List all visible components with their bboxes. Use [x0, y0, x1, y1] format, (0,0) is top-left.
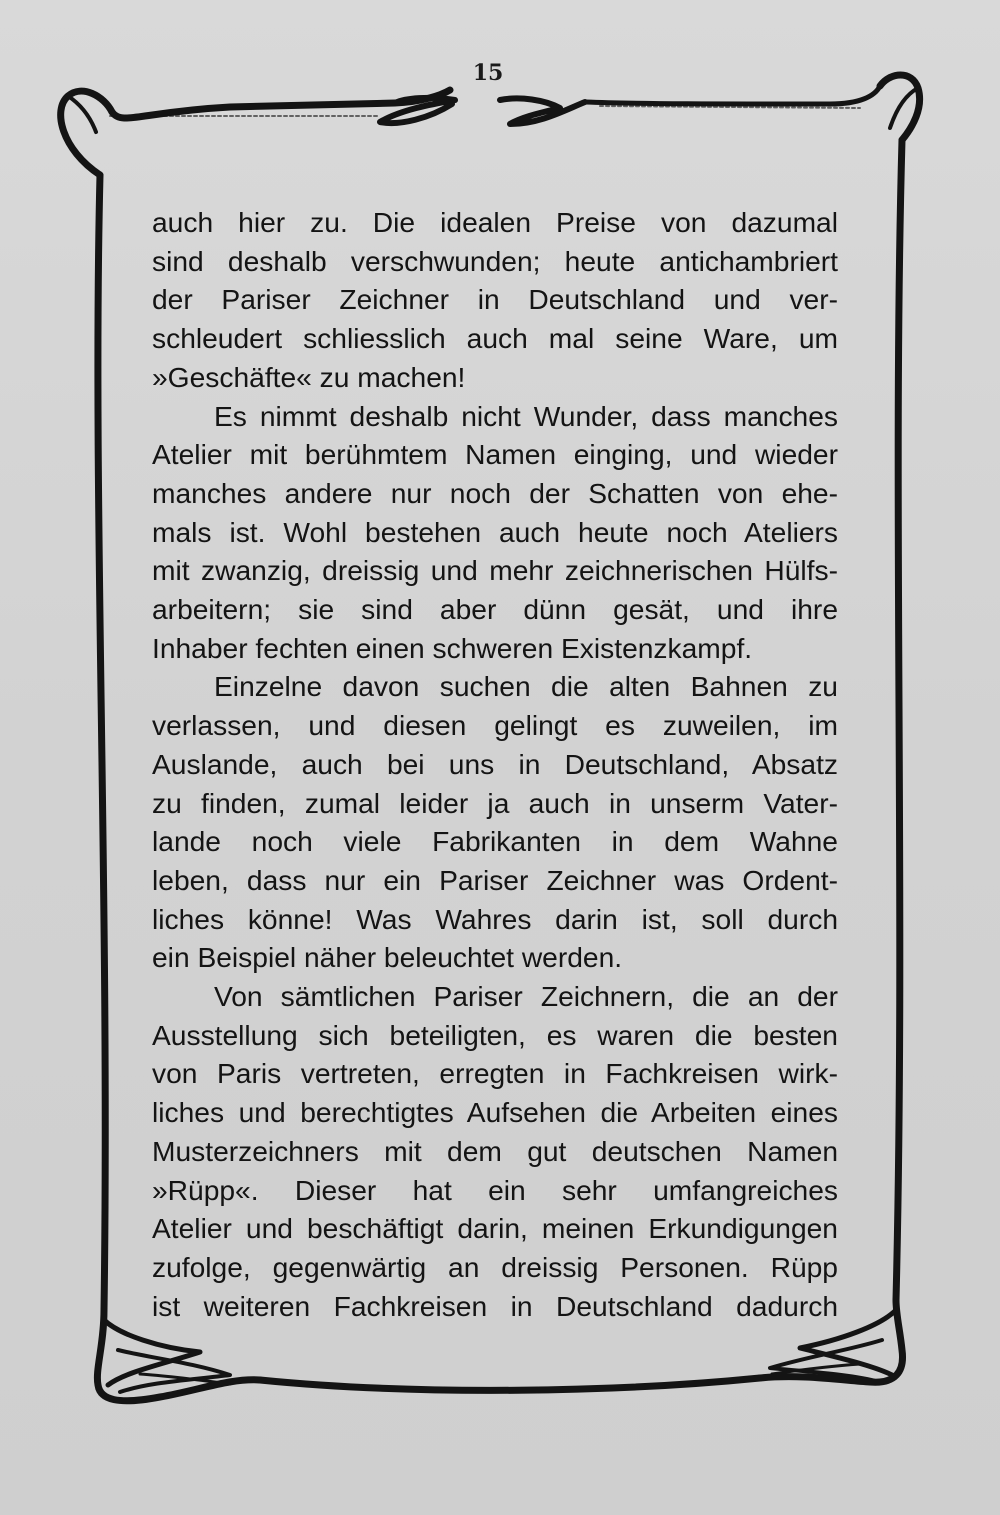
text-line: leben, dass nur ein Pariser Zeichner was Ordent-: [152, 863, 838, 896]
text-line: auch hier zu. Die idealen Preise von dazumal: [152, 206, 838, 238]
text-line: arbeitern; sie sind aber dünn gesät, und ihre: [152, 593, 838, 626]
text-line: Inhaber fechten einen schweren Existenzkampf.: [152, 631, 753, 664]
text-line: Von sämtlichen Pariser Zeichnern, die an der: [214, 980, 838, 1013]
text-line: Musterzeichners mit dem gut deutschen Namen: [152, 1134, 838, 1167]
text-line: ein Beispiel näher beleuchtet werden.: [152, 941, 623, 974]
text-line: »Geschäfte« zu machen!: [152, 360, 466, 393]
body-text: [152, 203, 838, 1325]
text-line: sind deshalb verschwunden; heute antichambriert: [152, 244, 838, 277]
text-line: zu finden, zumal leider ja auch in unserm Vater-: [152, 786, 838, 819]
text-line: Einzelne davon suchen die alten Bahnen zu: [214, 670, 838, 703]
page-number: 15: [472, 60, 504, 86]
text-line: Atelier und beschäftigt darin, meinen Erkundigungen: [152, 1212, 838, 1245]
text-line: manches andere nur noch der Schatten von ehe-: [152, 476, 838, 509]
text-line: liches könne! Was Wahres darin ist, soll durch: [152, 902, 838, 935]
text-line: Atelier mit berühmtem Namen einging, und wieder: [152, 438, 838, 471]
text-line: »Rüpp«. Dieser hat ein sehr umfangreiches: [152, 1173, 838, 1206]
text-line: lande noch viele Fabrikanten in dem Wahne: [152, 825, 838, 858]
text-line: mit zwanzig, dreissig und mehr zeichnerischen Hülfs-: [152, 554, 838, 587]
text-line: mals ist. Wohl bestehen auch heute noch Ateliers: [152, 515, 838, 548]
text-line: von Paris vertreten, erregten in Fachkreisen wirk-: [152, 1057, 838, 1090]
text-line: der Pariser Zeichner in Deutschland und ver-: [152, 283, 838, 316]
text-line: Auslande, auch bei uns in Deutschland, Absatz: [152, 747, 838, 780]
text-line: verlassen, und diesen gelingt es zuweilen, im: [152, 709, 838, 742]
text-line: zufolge, gegenwärtig an dreissig Personen. Rüpp: [152, 1250, 838, 1283]
text-line: Es nimmt deshalb nicht Wunder, dass manches: [214, 399, 838, 432]
text-line: ist weiteren Fachkreisen in Deutschland dadurch: [152, 1289, 838, 1322]
text-line: schleudert schliesslich auch mal seine Ware, um: [152, 322, 838, 355]
text-line: liches und berechtigtes Aufsehen die Arbeiten eines: [152, 1096, 838, 1129]
text-line: Ausstellung sich beteiligten, es waren die besten: [152, 1018, 838, 1051]
